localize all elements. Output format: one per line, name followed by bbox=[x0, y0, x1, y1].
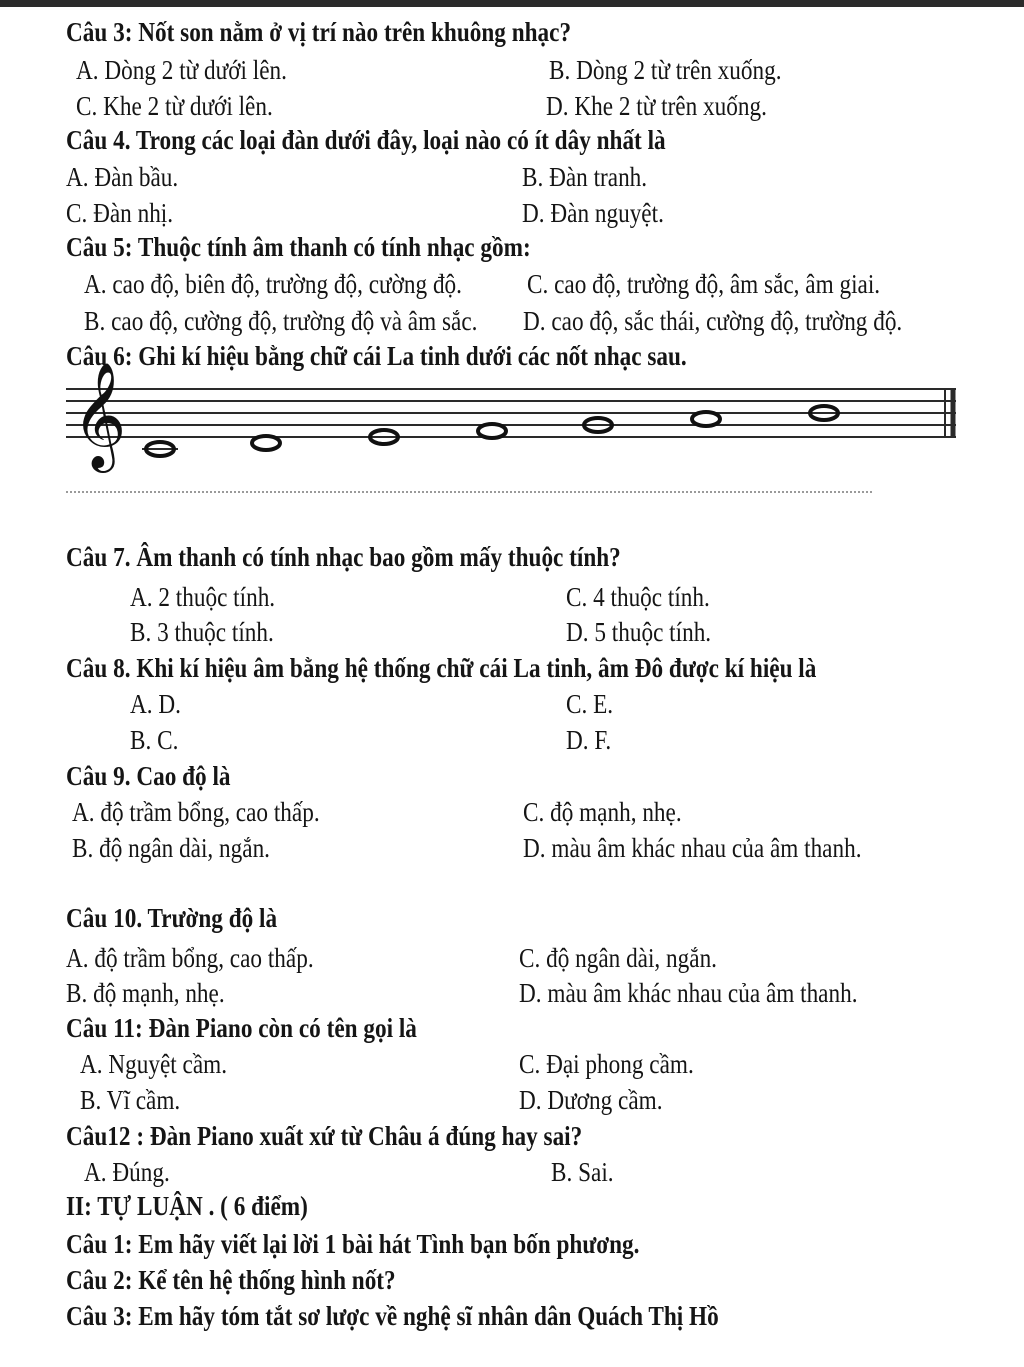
q3-option-a: A. Dòng 2 từ dưới lên. bbox=[76, 55, 287, 85]
music-staff bbox=[66, 361, 962, 469]
q5-option-b: B. cao độ, cường độ, trường độ và âm sắc. bbox=[84, 306, 478, 336]
q5-option-c: C. cao độ, trường độ, âm sắc, âm giai. bbox=[527, 269, 881, 299]
answer-dotted-line bbox=[66, 491, 872, 493]
q12-option-a: A. Đúng. bbox=[84, 1157, 170, 1187]
q8-option-d: D. F. bbox=[566, 725, 612, 755]
top-edge-bar bbox=[0, 0, 1024, 7]
q7-option-a: A. 2 thuộc tính. bbox=[130, 582, 276, 612]
q10-option-d: D. màu âm khác nhau của âm thanh. bbox=[519, 978, 858, 1008]
question-6-title: Câu 6: Ghi kí hiệu bằng chữ cái La tinh dưới các nốt nhạc sau. bbox=[66, 341, 687, 371]
q5-option-a: A. cao độ, biên độ, trường độ, cường độ. bbox=[84, 269, 462, 299]
q11-option-a: A. Nguyệt cầm. bbox=[80, 1049, 228, 1079]
q3-option-c: C. Khe 2 từ dưới lên. bbox=[76, 91, 273, 121]
staff-lines bbox=[66, 373, 962, 469]
essay-question-2: Câu 2: Kể tên hệ thống hình nốt? bbox=[66, 1265, 396, 1295]
question-12-title: Câu12 : Đàn Piano xuất xứ từ Châu á đúng hay sai? bbox=[66, 1121, 583, 1151]
q8-option-c: C. E. bbox=[566, 689, 614, 719]
q4-option-d: D. Đàn nguyệt. bbox=[522, 198, 664, 228]
q5-option-d: D. cao độ, sắc thái, cường độ, trường độ. bbox=[523, 306, 903, 336]
q11-option-d: D. Dương cầm. bbox=[519, 1085, 663, 1115]
q11-option-c: C. Đại phong cầm. bbox=[519, 1049, 694, 1079]
note-6 bbox=[692, 412, 720, 426]
essay-question-3: Câu 3: Em hãy tóm tắt sơ lược về nghệ sĩ nhân dân Quách Thị Hồ bbox=[66, 1301, 719, 1331]
question-8-title: Câu 8. Khi kí hiệu âm bằng hệ thống chữ cái La tinh, âm Đô được kí hiệu là bbox=[66, 653, 817, 683]
q10-option-c: C. độ ngân dài, ngắn. bbox=[519, 943, 717, 973]
question-10-title: Câu 10. Trường độ là bbox=[66, 903, 278, 933]
q4-option-c: C. Đàn nhị. bbox=[66, 198, 174, 228]
q7-option-b: B. 3 thuộc tính. bbox=[130, 617, 274, 647]
question-11-title: Câu 11: Đàn Piano còn có tên gọi là bbox=[66, 1013, 417, 1043]
question-4-title: Câu 4. Trong các loại đàn dưới đây, loại nào có ít dây nhất là bbox=[66, 125, 666, 155]
question-5-title: Câu 5: Thuộc tính âm thanh có tính nhạc gồm: bbox=[66, 232, 531, 262]
note-4 bbox=[478, 424, 506, 438]
q10-option-b: B. độ mạnh, nhẹ. bbox=[66, 978, 225, 1008]
q11-option-b: B. Vĩ cầm. bbox=[80, 1085, 181, 1115]
q9-option-d: D. màu âm khác nhau của âm thanh. bbox=[523, 833, 862, 863]
question-3-title: Câu 3: Nốt son nằm ở vị trí nào trên khuông nhạc? bbox=[66, 17, 572, 47]
q10-option-a: A. độ trầm bổng, cao thấp. bbox=[66, 943, 314, 973]
section-2-heading: II: TỰ LUẬN . ( 6 điểm) bbox=[66, 1191, 308, 1221]
q4-option-a: A. Đàn bầu. bbox=[66, 162, 179, 192]
q7-option-d: D. 5 thuộc tính. bbox=[566, 617, 712, 647]
q9-option-a: A. độ trầm bổng, cao thấp. bbox=[72, 797, 320, 827]
question-9-title: Câu 9. Cao độ là bbox=[66, 761, 231, 791]
treble-clef-icon: 𝄞 bbox=[72, 361, 127, 468]
q8-option-a: A. D. bbox=[130, 689, 181, 719]
q7-option-c: C. 4 thuộc tính. bbox=[566, 582, 710, 612]
q9-option-c: C. độ mạnh, nhẹ. bbox=[523, 797, 682, 827]
question-7-title: Câu 7. Âm thanh có tính nhạc bao gồm mấy thuộc tính? bbox=[66, 542, 621, 572]
q8-option-b: B. C. bbox=[130, 725, 179, 755]
q3-option-b: B. Dòng 2 từ trên xuống. bbox=[549, 55, 782, 85]
q12-option-b: B. Sai. bbox=[551, 1157, 614, 1187]
q4-option-b: B. Đàn tranh. bbox=[522, 162, 648, 192]
q9-option-b: B. độ ngân dài, ngắn. bbox=[72, 833, 270, 863]
essay-question-1: Câu 1: Em hãy viết lại lời 1 bài hát Tình bạn bốn phương. bbox=[66, 1229, 640, 1259]
note-2 bbox=[252, 436, 280, 450]
q3-option-d: D. Khe 2 từ trên xuống. bbox=[546, 91, 767, 121]
